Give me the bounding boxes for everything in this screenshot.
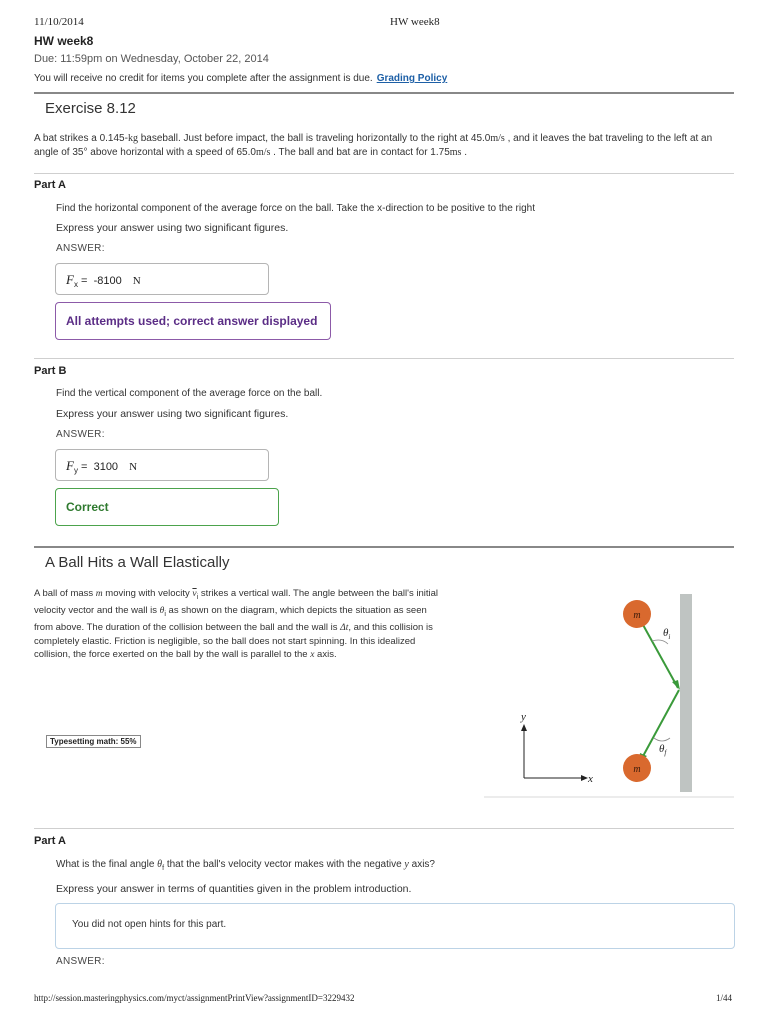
assignment-title: HW week8 [34, 34, 94, 48]
delta-t-symbol: Δt [340, 622, 349, 633]
page-number: 1/44 [716, 993, 733, 1003]
y-axis-arrowhead [521, 724, 527, 731]
part-b-question: Find the vertical component of the average force on the ball. [56, 388, 323, 399]
force-symbol: F [66, 458, 74, 473]
hint-text: You did not open hints for this part. [72, 919, 227, 930]
ball-q-text-2: that the ball's velocity vector makes with the negative [164, 859, 405, 870]
part-b-answer-label: ANSWER: [56, 429, 105, 440]
divider [34, 828, 734, 829]
ball-part-a-label: Part A [34, 835, 66, 847]
theta-f-arc [654, 738, 670, 741]
exercise-title: Exercise 8.12 [45, 100, 136, 117]
intro-text-6: axis. [314, 648, 337, 660]
exercise-text [34, 132, 734, 160]
due-date: Due: 11:59pm on Wednesday, October 22, 2014 [34, 53, 269, 65]
equals-sign: = [81, 275, 88, 287]
velocity-subscript: i [196, 593, 199, 601]
intro-text-1: A ball of mass [34, 588, 96, 599]
part-a-status-badge [55, 302, 331, 340]
ball-part-a-answer-label: ANSWER: [56, 956, 105, 967]
part-a-answer-box[interactable] [55, 263, 269, 295]
collision-diagram-svg [484, 586, 734, 798]
x-axis-label: x [588, 773, 593, 785]
ball-q-text-3: axis? [408, 859, 435, 870]
unit-ms-2: m/s [255, 147, 271, 158]
unit-kg: kg [127, 133, 138, 144]
grading-policy-link[interactable]: Grading Policy [376, 73, 448, 84]
intro-text-3: strikes a vertical wall. The angle between the ball's initial velocity vector and the wall is [34, 588, 438, 616]
force-subscript: y [73, 466, 78, 476]
print-title: HW week8 [390, 16, 440, 28]
equals-sign: = [81, 461, 88, 473]
part-b-answer-box[interactable] [55, 449, 269, 481]
y-axis-symbol: y [404, 859, 409, 870]
exercise-text-1: A bat strikes a 0.145- [34, 133, 128, 144]
force-symbol: F [66, 272, 74, 287]
y-axis-label: y [521, 711, 526, 723]
part-b-unit: N [129, 461, 138, 473]
intro-text-2: moving with velocity [102, 588, 193, 599]
intro-text-5: , and this collision is completely elastic. Friction is negligible, so the ball does not start spinning. In this idealized collision, the force exerted on the ball by the wall is parallel to the [34, 621, 433, 660]
problem-title: A Ball Hits a Wall Elastically [45, 554, 230, 571]
part-a-answer-label: ANSWER: [56, 243, 105, 254]
theta-i-symbol: θ [663, 627, 669, 639]
x-axis-arrowhead [581, 775, 588, 781]
part-a-question: Find the horizontal component of the average force on the ball. Take the x-direction to be positive to the right [56, 203, 535, 214]
ball-initial-label: m [633, 610, 641, 621]
force-subscript: x [73, 280, 78, 290]
typesetting-indicator: Typesetting math: 55% [46, 735, 141, 748]
theta-subscript: i [164, 610, 166, 618]
exercise-text-4: . The ball and bat are in contact for 1.75 [270, 147, 450, 158]
theta-i-subscript: i [668, 633, 671, 641]
part-b-instruction: Express your answer using two significant figures. [56, 408, 289, 420]
incoming-arrowhead [672, 680, 680, 690]
part-a-unit: N [132, 275, 141, 287]
ball-part-a-question [56, 859, 435, 872]
divider [34, 173, 734, 174]
ball-part-a-instruction: Express your answer in terms of quantities given in the problem introduction. [56, 883, 412, 895]
exercise-text-5: . [461, 147, 467, 158]
unit-ms-3: ms [449, 147, 462, 158]
part-a-value: -8100 [93, 275, 122, 287]
mass-symbol: m [95, 589, 103, 599]
footer-url: http://session.masteringphysics.com/myct/assignmentPrintView?assignmentID=3229432 [34, 993, 355, 1003]
hint-box[interactable] [55, 903, 735, 949]
part-a-label: Part A [34, 179, 66, 191]
theta-f-subscript: f [664, 749, 667, 757]
theta-f-subscript: f [162, 865, 165, 872]
part-a-status-text: All attempts used; correct answer displayed [66, 314, 318, 328]
print-date: 11/10/2014 [34, 16, 84, 28]
unit-ms-1: m/s [490, 133, 505, 144]
exercise-text-2: baseball. Just before impact, the ball is traveling horizontally to the right at 45.0 [137, 133, 491, 144]
theta-f-label [659, 743, 667, 757]
ball-final-label: m [633, 764, 641, 775]
part-b-value: 3100 [93, 461, 119, 473]
part-b-status-badge [55, 488, 279, 526]
problem-intro [34, 587, 448, 662]
theta-symbol: θ [159, 605, 165, 616]
late-notice-text: You will receive no credit for items you complete after the assignment is due. [34, 73, 373, 84]
x-axis-symbol: x [310, 649, 315, 660]
theta-f-symbol: θ [659, 743, 665, 755]
part-b-label: Part B [34, 365, 67, 377]
theta-f-symbol: θ [157, 859, 163, 870]
late-notice [34, 73, 447, 84]
divider [34, 546, 734, 548]
exercise-text-3: , and it leaves the bat traveling to the left at an angle of 35° above horizontal with a speed of 65.0 [34, 133, 713, 158]
divider [34, 358, 734, 359]
intro-text-4: as shown on the diagram, which depicts the situation as seen from above. The duration of the collision between the ball and the wall is [34, 604, 427, 633]
ball-q-text-1: What is the final angle [56, 859, 158, 870]
part-b-answer [66, 458, 137, 475]
part-a-answer [66, 272, 141, 289]
wall [680, 594, 692, 792]
divider [34, 92, 734, 94]
velocity-symbol: $\overline{v}$ [192, 589, 197, 599]
collision-diagram [484, 586, 734, 798]
part-a-instruction: Express your answer using two significant figures. [56, 222, 289, 234]
theta-i-label [663, 627, 670, 641]
part-b-status-text: Correct [66, 500, 109, 514]
